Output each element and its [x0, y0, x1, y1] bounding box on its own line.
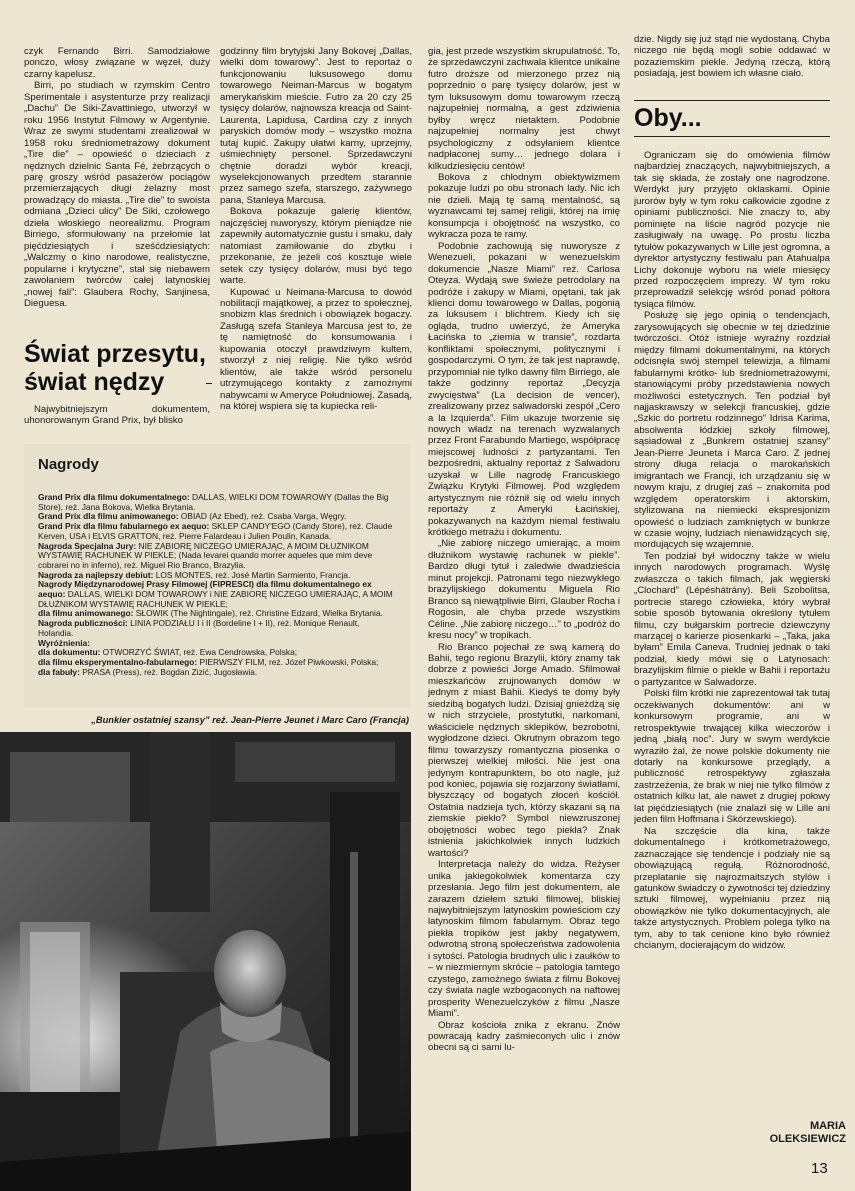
- film-still-photo: [0, 732, 411, 1191]
- section-rule-top: [634, 100, 830, 101]
- award-item: [38, 542, 396, 571]
- award-text: OBIAD (Az Ebed), reż. Csaba Varga, Węgry.: [178, 511, 347, 522]
- awards-list: [38, 493, 396, 677]
- section-rule-bottom: [634, 136, 830, 137]
- award-label: Grand Prix dla filmu dokumentalnego:: [38, 492, 190, 502]
- article-column-1: [24, 46, 210, 318]
- award-label: dla filmu animowanego:: [38, 608, 134, 619]
- paragraph: Bokova pokazuje galerię klientów, najczęściej nuworyszy, którym pieniądze nie zapewniły automatycznie gustu i smaku, dały natomiast zamiłowanie do zbytku i przekonanie, że jeżeli coś kosztuje wiele setek czy tysięcy dolarów, musi być tego warte.: [220, 206, 412, 287]
- award-label: dla filmu eksperymentalno-fabularnego:: [38, 656, 198, 667]
- award-item: [38, 580, 396, 609]
- oby-headline: [634, 104, 830, 132]
- paragraph: Rio Branco pojechał ze swą kamerą do Bahii, tego regionu Brazylii, który znamy tak dobrze z powieści Jorge Amado. Sfilmował mieszkańców zrujnowanych domów w jednym z miast Bahii. Kiedyś te domy były siedzibą bogatych ludzi. Dzisiaj gnieżdżą się w nich strzyciele, prostytutki, narkomani, właściciele nędznych sklepików, bezrobotni, wygłodzone dzieci. Okrutnym obrazom tego filmu towarzyszy romantyczna piosenka o pierwszej wielkiej miłości. Nie jest ona jedynym kontrapunktem, bo oto nagle, już pod koniec, pojawia się rozjarzony światłami, błyszczący od bogatych złoceń kościół. Ostatnia nadzieja tych, którzy skazani są na ziemskie piekło? Symbol niewzruszonej obojętności wobec tego piekła? Znak istnienia jakichkolwiek innych ludzkich wartości?: [428, 641, 620, 859]
- headline-text: Świat przesytu, świat nędzy: [24, 340, 206, 396]
- award-item: [38, 668, 396, 678]
- award-text: PIERWSZY FILM, reż. Józef Piwkowski, Polska;: [197, 656, 379, 667]
- paragraph: Obraz kościoła znika z ekranu. Znów powracają kadry zaśmieconych ulic i znów obecni są ci sami lu-: [428, 1019, 620, 1054]
- paragraph: „Nie zabiorę niczego umierając, a moim dłużnikom wystawię rachunek w piekle”. Bardzo długi tytuł i zaledwie dwadzieścia minut projekcji. Patronami tego niezwykłego brazylijskiego dokumentu Miguela Rio Branco są niewątpliwie Birri, Glauber Rocha i Rogosin, ale chyba przede wszystkim Céline. „Nie zabiorę niczego…” to „podróż do kresu nocy” w tropikach.: [428, 538, 620, 642]
- paragraph: Ograniczam się do omówienia filmów najbardziej znaczących, najwybitniejszych, a tak się składa, że zostały one nagrodzone. Werdykt jury przyjęto oklaskami. Opinie jurorów były w tym roku całkowicie zgodne z opiniami publiczności. Nie znaczy to, aby pominięte na liście nagród pozycje nie zasługiwały na uwagę. Po prostu liczba tytułów pokazywanych w Lille jest ogromna, a dyrektor artystyczny festiwalu pan Atahualpa Lichy dokonuje wyboru na wiele miesięcy przed rozpoczęciem imprezy. W tym roku przeprowadził selekcję wśród ponad półtora tysiąca filmów.: [634, 150, 830, 310]
- paragraph: Interpretacja należy do widza. Reżyser unika jakiegokolwiek komentarza czy przesłania. Jego film jest dokumentem, ale zarazem dziełem sztuki filmowej, bliskiej najwybitniejszym latynoskim powieściom czy latynoskim filmom fabularnym. Obraz tego piekła tropików jest jakby negatywem, odwrotną stroną społeczeństwa zadowolenia i sytości. Patologia brudnych ulic i zaułków to – w niezmiernym skrócie – patologia tamtego czystego, zamożnego świata z filmu Bokovej czy świata nagle wzbogaconych na naftowej prosperity Wenezuelczyków z filmu „Nasze Miami”.: [428, 859, 620, 1020]
- award-label: dla fabuły:: [38, 666, 80, 677]
- award-item: [38, 522, 396, 541]
- paragraph: godzinny film brytyjski Jany Bokovej „Dallas, wielki dom towarowy”. Jest to reportaż o funkcjonowaniu luksusowego domu towarowego Neiman-Marcus w bogatym amerykańskim mieście. Futro za 20 czy 25 tysięcy dolarów, najnowsza kreacja od Saint-Laurenta, Lapidusa, Cardina czy z innych paryskich domów mody – wszystko można tutaj kupić. Zakupy ułatwi karny, uprzejmy, uśmiechnięty personel. Sprzedawczyni chętnie doradzi wybór kreacji, wyselekcjonowanych przedtem starannie przez samego szefa, starszego, zażywnego pana, Stanleya Marcusa.: [220, 46, 412, 206]
- award-text: LINIA PODZIAŁU I i II (Bordeline I + II), reż. Monique Renault, Holandia.: [38, 618, 360, 638]
- awards-box: [24, 444, 410, 707]
- article-column-4-top: [634, 34, 830, 96]
- author-first-name: MARIA: [809, 1120, 846, 1132]
- paragraph: Ten podział był widoczny także w wielu innych narodowych programach. Wyślę zwłaszcza o takich filmach, jak węgierski „Clochard” (Lépéshátrány). Beli Szobolitsa, portrecie starego człowieka, który wybrał sobie sposób bytowania określony tytułem filmu, czy bułgarskim portrecie dziewczyny marzącej o karierze piosenkarki – „Taka, jaka byłam” Emila Caneva. Trudniej jednak o taki podział, kiedy mówi się o Latynosach: brazylijskim filmie o piekle w Bahii i reportażu o partyzantce w Salwadorze.: [634, 550, 830, 688]
- paragraph: czyk Fernando Birri. Samodziałowe ponczo, włosy związane w węzeł, duży czarny kapelusz.: [24, 46, 210, 80]
- paragraph: gia, jest przede wszystkim skrupulatność. To, że sprzedawczyni zachwala klientce unikalne futro droższe od mierzonego przez nią poprzednio o parę tysięcy dolarów, jest w tym luksusowym domu towarowym rzeczą najzupełniej normalną, a gest zdziwienia byłby wręcz nietaktem. Podobnie najzupełniej normalny jest chwyt psychologiczny z odsyłaniem klientce nadpłaconej sumy… jednego dolara i kilkudziesięciu centów!: [428, 46, 620, 172]
- paragraph: Podobnie zachowują się nuworysze z Wenezueli, pokazani w wenezuelskim dokumencie „Nasze Miami” reż. Carlosa Oteyza. Wydają swe świeże petrodolary na podróże i zakupy w Miami, opętani, tak jak klienci domu towarowego w Dallas, pogonią za luksusem i blichtrem. Kiedy ich się ogląda, trudno uwierzyć, że Ameryka Łacińska to „ziemia w transie”, rozdarta konfliktami społecznymi, politycznymi i gospodarczymi. O tym, że tak jest naprawdę, przypomniał nie tylko dawny film Birriego, ale także godzinny reportaż „Decyzja zwycięstwa” (La decision de vencer), zrealizowany przez salwadorski zespół „Cero a la Izquierda”. Film ukazuje tworzenie się nowych władz na terenach wyzwalanych przez Front Farabundo Martiego, współpracę miejscowej ludności z partyzantami. Ten bezpośredni, aktualny reportaż z Salwadoru uzyskał w Lille nagrodę Francuskiego Związku Krytyki Filmowej. Pod względem artystycznym nie różnił się od wielu innych reportaży z Ameryki Łacińskiej, pokazywanych na każdym niemal festiwalu krótkiego metrażu i dokumentu.: [428, 240, 620, 539]
- award-text: DALLAS, WIELKI DOM TOWAROWY i NIE ZABIORĘ NICZEGO UMIERAJĄC, A MOIM DŁUŻNIKOM WYSTAWIĘ RACHUNEK W PIEKLE;: [38, 589, 393, 609]
- photo-caption: „Bunkier ostatniej szansy” reż. Jean-Pierre Jeunet i Marc Caro (Francja): [91, 715, 409, 725]
- article-column-4: [634, 150, 830, 1110]
- award-item: [38, 493, 396, 512]
- paragraph: Polski film krótki nie zaprezentował tak tutaj oczekiwanych dokumentów: ani w konkursowym programie, ani w retrospektywie trwającej kilka wieczorów i jedną „białą noc”. Jury w swym werdykcie wyraziło żal, że nowe polskie dokumenty nie dotarły na konkursowe przeglądy, a publiczność retrospektywy zgłaszała zastrzeżenia, że brak w niej nie tylko filmów z ostatnich kilku lat, ale nawet z drugiej połowy lat pięćdziesiątych (nie znalazł się w Lille ani jeden film Hoffmana i Skórzewskiego).: [634, 688, 830, 826]
- awards-title: Nagrody: [38, 456, 99, 473]
- award-item: [38, 619, 396, 638]
- oby-headline-text: Oby...: [634, 104, 702, 132]
- page-number: 13: [811, 1160, 828, 1177]
- paragraph: Bokova z chłodnym obiektywizmem pokazuje ludzi po obu stronach lady. Nic ich nie dzieli. Mają tę samą mentalność, są wyznawcami tej samej religii, której na imię konsumpcja i obojętność na wszystko, co wykracza poza te ramy.: [428, 171, 620, 241]
- award-label: Grand Prix dla filmu fabularnego ex aequo:: [38, 521, 210, 532]
- paragraph: Birri, po studiach w rzymskim Centro Sperimentale i asystenturze przy realizacji „Dachu” De Siki-Zavattiniego, utworzył w roku 1956 Instytut Filmowy w Argentynie. Wraz ze swymi studentami zrealizował w 1958 roku średniometrażowy dokument „Tire die” – opowieść o dzieciach z nędznych dzielnic Santa Fé, żebrzących o parę groszy wśród pasażerów pociągów przemierzających długi żelazny most prowadzący do miasta. „Tire die” to swoista odmiana „Dzieci ulicy” De Siki, czołowego dzieła włoskiego neorealizmu. Program Birriego, sformułowany na przełomie lat pięćdziesiątych i sześćdziesiątych: „Walczmy o kino narodowe, realistyczne, popularne i krytyczne”, stał się niebawem zawołaniem twórców całej latynoskiej „nowej fali”: Glaubera Rochy, Sanjinesa, Dieguesa.: [24, 80, 210, 309]
- award-text: OTWORZYĆ ŚWIAT, reż. Ewa Cendrowska, Polska;: [100, 647, 298, 658]
- award-text: LOS MONTES, reż. José Martin Sarmiento, Francja.: [153, 569, 351, 580]
- article-column-3: [428, 46, 620, 1176]
- award-label: Grand Prix dla filmu animowanego:: [38, 511, 179, 522]
- award-label: Wyróżnienia:: [38, 637, 90, 648]
- film-still-image: [0, 732, 411, 1191]
- paragraph: Kupować u Neimana-Marcusa to dowód nobilitacji majątkowej, a przez to społecznej, snobizm klas średnich i obowiązek bogaczy. Zasługą szefa Stanleya Marcusa jest to, że tę namiętność do konsumowania i kupowania otoczył prawdziwym kultem, stworzył z niej religię. Nie tylko wśród klientów, ale także wśród personelu utrzymującego kontakty z zamożnymi nabywcami w Ameryce Południowej. Zasadą, na której wspiera się ta kupiecka reli-: [220, 286, 412, 413]
- award-label: Nagroda publiczności:: [38, 618, 128, 629]
- award-label: Nagrody Międzynarodowej Prasy Filmowej (FIPRESCI) dla filmu dokumentalnego ex aequo:: [38, 579, 372, 600]
- award-label: Nagroda Specjalna Jury:: [38, 540, 137, 551]
- paragraph: Najwybitniejszym dokumentem, uhonorowanym Grand Prix, był blisko: [24, 404, 210, 427]
- award-text: NIE ZABIORĘ NICZEGO UMIERAJĄC, A MOIM DŁUŻNIKOM WYSTAWIĘ RACHUNEK W PIEKLE; (Nada levarei quando morrer aqueles que mim deve cobrarei no in inferno), reż. Miguel Rio Branco, Brazylia.: [38, 540, 373, 570]
- paragraph: Na szczęście dla kina, także dokumentalnego i krótkometrażowego, zaznaczające się tendencje i podziały nie są obowiązującą regułą. Różnorodność, przeplatanie się najrozmaitszych stylów i gatunków świadczy o żywotności tej dziedziny sztuki filmowej, wypełnianiu przez nią obowiązków nie tylko dokumentacyjnych, ale także artystycznych. Problem polega tylko na tym, aby to tak cenione kino było również chcianym, docierającym do widzów.: [634, 825, 830, 952]
- article-column-2: [220, 46, 412, 432]
- article-column-1-continued: [24, 404, 210, 434]
- award-text: DALLAS, WIELKI DOM TOWAROWY (Dallas the Big Store), reż. Jana Bokova, Wielka Brytania.: [38, 492, 389, 512]
- award-label: dla dokumentu:: [38, 647, 101, 658]
- award-text: PRASA (Press), reż. Bogdan Zizić, Jugosławia.: [79, 666, 258, 677]
- award-text: SKLEP CANDY'EGO (Candy Store), reż. Claude Kerven, USA i ELVIS GRATTON, reż. Pierre Falardeau i Julien Poulin, Kanada.: [38, 521, 393, 541]
- headline-rule: [206, 383, 212, 384]
- award-label: Nagroda za najlepszy debiut:: [38, 569, 154, 580]
- section-headline: [24, 340, 210, 396]
- paragraph: Posłużę się jego opinią o tendencjach, zarysowujących się obecnie w tej dziedzinie twórczości. Otóż istnieje wyraźny rozdział między filmami dokumentalnymi, na których odcisnęła swój stempel telewizja, a filmami fabularnymi krótko- lub średniometrażowymi, stanowiącymi próby przedstawienia nowych możliwości estetycznych. Ten podział był najjaskrawszy w selekcji francuskiej, gdzie „Szkic do portretu rodzinnego” Idrisa Karima, absolwenta łódzkiej szkoły filmowej, sąsiadował z „Bunkrem ostatniej szansy” Jean-Pierre Jeuneta i Marca Caro. Z jednej strony długa relacja o marokańskich imigrantach we Francji, ich urządzaniu się w nowym kraju, z drugiej zaś – znakomita pod względem operatorskim i aktorskim, stylizowana na niemiecki ekspresjonizm opowieść o ludziach zamkniętych w bunkrze w czasie wojny, ludziach nienawidzących się, mordujących się wzajemnie.: [634, 310, 830, 551]
- paragraph: dzie. Nigdy się już stąd nie wydostaną. Chyba niczego nie będą mogli sobie oddawać w pozaziemskim piekle. Jedyną rzeczą, którą posiadają, jest bowiem ich własne ciało.: [634, 34, 830, 80]
- author-signature: [760, 1120, 846, 1146]
- author-last-name: OLEKSIEWICZ: [769, 1133, 846, 1145]
- award-text: SŁOWIK (The Nightingale), reż. Christine Edzard, Wielka Brytania.: [133, 608, 383, 619]
